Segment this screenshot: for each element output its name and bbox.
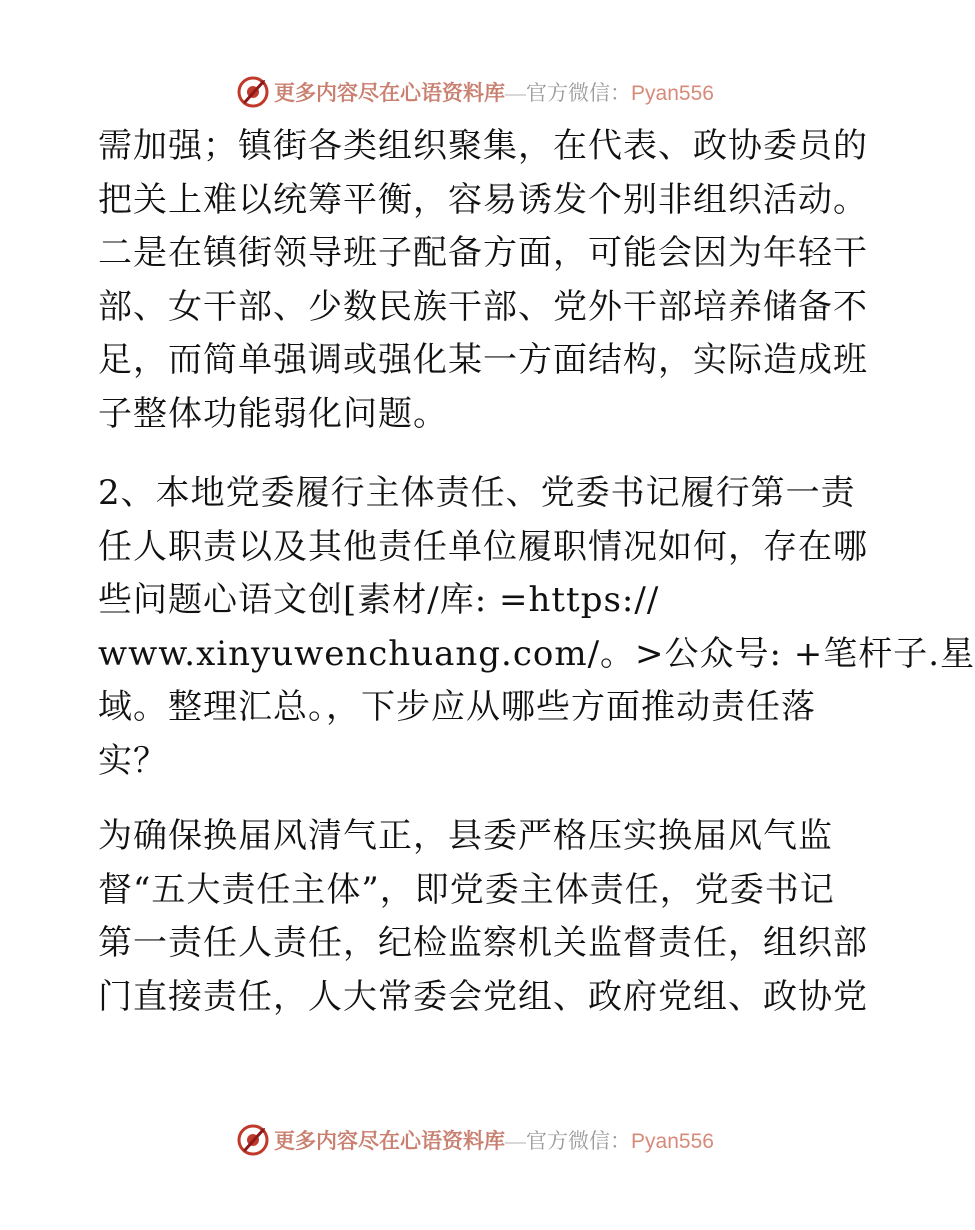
text-line: 部、女干部、少数民族干部、党外干部培养储备不 <box>98 286 868 327</box>
text-line: 第一责任人责任，纪检监察机关监督责任，组织部 <box>98 923 868 963</box>
text-line: 把关上难以统筹平衡，容易诱发个别非组织活动。 <box>98 179 868 220</box>
text-line: 需加强；镇街各类组织聚集，在代表、政协委员的 <box>98 126 868 166</box>
header-watermark <box>0 72 950 112</box>
text-line: 督“五大责任主体”，即党委主体责任，党委书记 <box>98 869 835 910</box>
text-line: 实？ <box>98 740 168 781</box>
text-line: 域。整理汇总。，下步应从哪些方面推动责任落 <box>98 687 816 727</box>
text-line: 二是在镇街领导班子配备方面，可能会因为年轻干 <box>98 233 868 273</box>
text-line: 足，而简单强调或强化某一方面结构，实际造成班 <box>98 340 868 380</box>
pen-logo-icon <box>236 1123 270 1157</box>
watermark-separator: — <box>505 81 527 105</box>
document-body <box>98 120 975 1024</box>
watermark-id: Pyan556 <box>631 82 714 105</box>
pen-logo-icon <box>236 75 270 109</box>
watermark-site: 更多内容尽在心语资料库 <box>274 81 506 105</box>
paragraph-2 <box>98 467 975 788</box>
text-line: 为确保换届风清气正，县委严格压实换届风气监 <box>98 816 833 856</box>
text-line: 门直接责任，人大常委会党组、政府党组、政协党 <box>98 976 868 1017</box>
text-line: www.xinyuwenchuang.com/。>公众号: +笔杆子.星 <box>98 633 975 674</box>
footer-watermark <box>0 1120 950 1160</box>
text-line: 任人职责以及其他责任单位履职情况如何，存在哪 <box>98 526 868 567</box>
watermark-label: 官方微信： <box>526 81 632 105</box>
paragraph-spacer <box>98 441 850 467</box>
paragraph-1 <box>98 120 868 441</box>
text-line: 子整体功能弱化问题。 <box>98 393 448 434</box>
watermark-separator: — <box>505 1129 527 1153</box>
watermark-site: 更多内容尽在心语资料库 <box>274 1129 506 1153</box>
watermark-text <box>274 1125 714 1155</box>
text-line: 2、本地党委履行主体责任、党委书记履行第一责 <box>98 473 856 513</box>
paragraph-spacer <box>98 788 850 810</box>
watermark-id: Pyan556 <box>631 1130 714 1153</box>
text-line: 些问题心语文创[素材/库: =https:// <box>98 580 660 620</box>
watermark-text <box>274 77 714 107</box>
watermark-label: 官方微信： <box>526 1129 632 1153</box>
paragraph-3 <box>98 810 868 1024</box>
